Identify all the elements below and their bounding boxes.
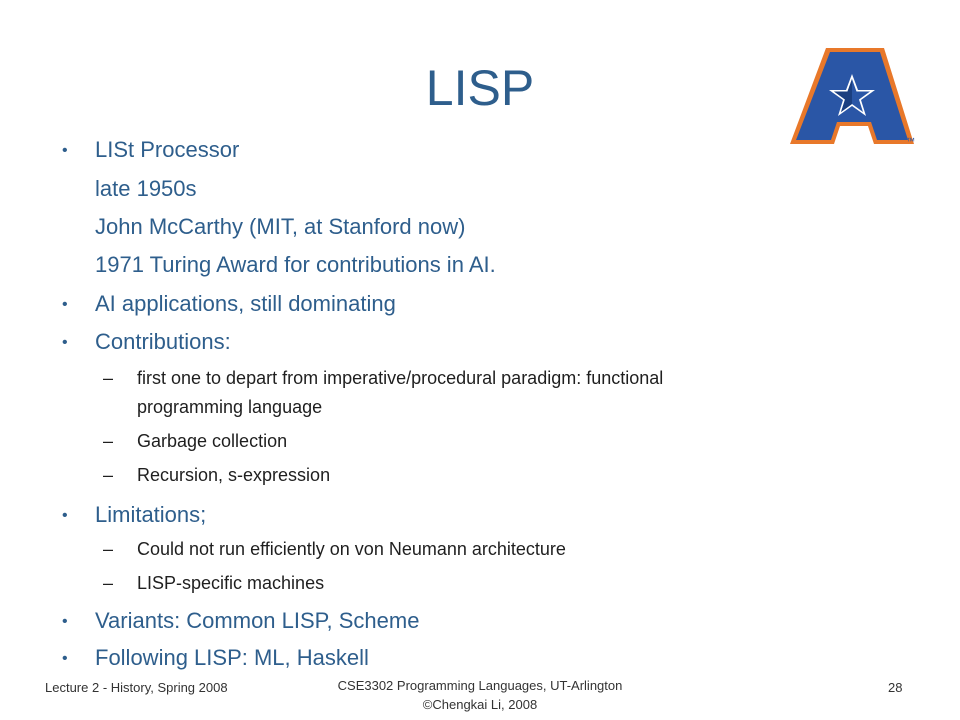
bullet-icon: • [62, 334, 68, 351]
sub-list-item-continuation: programming language [137, 397, 323, 417]
footer-course-title: CSE3302 Programming Languages, UT-Arlington [337, 678, 623, 693]
sub-list-item: LISP-specific machines [137, 573, 325, 593]
sub-list-item: Garbage collection [137, 431, 288, 451]
bullet-icon: • [62, 507, 68, 524]
footer-lecture: Lecture 2 - History, Spring 2008 [45, 680, 228, 695]
sub-list-item: first one to depart from imperative/procedural paradigm: functional [137, 368, 664, 388]
list-item: Limitations; [95, 502, 207, 527]
bullet-icon: • [62, 142, 68, 159]
dash-icon: – [103, 368, 114, 388]
list-item: John McCarthy (MIT, at Stanford now) [95, 214, 466, 239]
page-number: 28 [888, 680, 903, 695]
dash-icon: – [103, 573, 114, 593]
slide-title: LISP [425, 60, 535, 116]
dash-icon: – [103, 431, 114, 451]
dash-icon: – [103, 465, 114, 485]
footer-course [300, 676, 660, 714]
list-item: 1971 Turing Award for contributions in AI. [95, 252, 496, 277]
list-item: Contributions: [95, 329, 231, 354]
list-item: AI applications, still dominating [95, 291, 396, 316]
list-item: Following LISP: ML, Haskell [95, 645, 369, 670]
footer-copyright: ©Chengkai Li, 2008 [422, 697, 538, 712]
sub-list-item: Recursion, s-expression [137, 465, 331, 485]
bullet-icon: • [62, 613, 68, 630]
bullet-icon: • [62, 296, 68, 313]
list-item: LISt Processor [95, 137, 240, 162]
dash-icon: – [103, 539, 114, 559]
list-item: late 1950s [95, 176, 197, 201]
bullet-icon: • [62, 650, 68, 667]
list-item: Variants: Common LISP, Scheme [95, 608, 420, 633]
trademark-symbol: ™ [906, 136, 915, 146]
sub-list-item: Could not run efficiently on von Neumann architecture [137, 539, 566, 559]
